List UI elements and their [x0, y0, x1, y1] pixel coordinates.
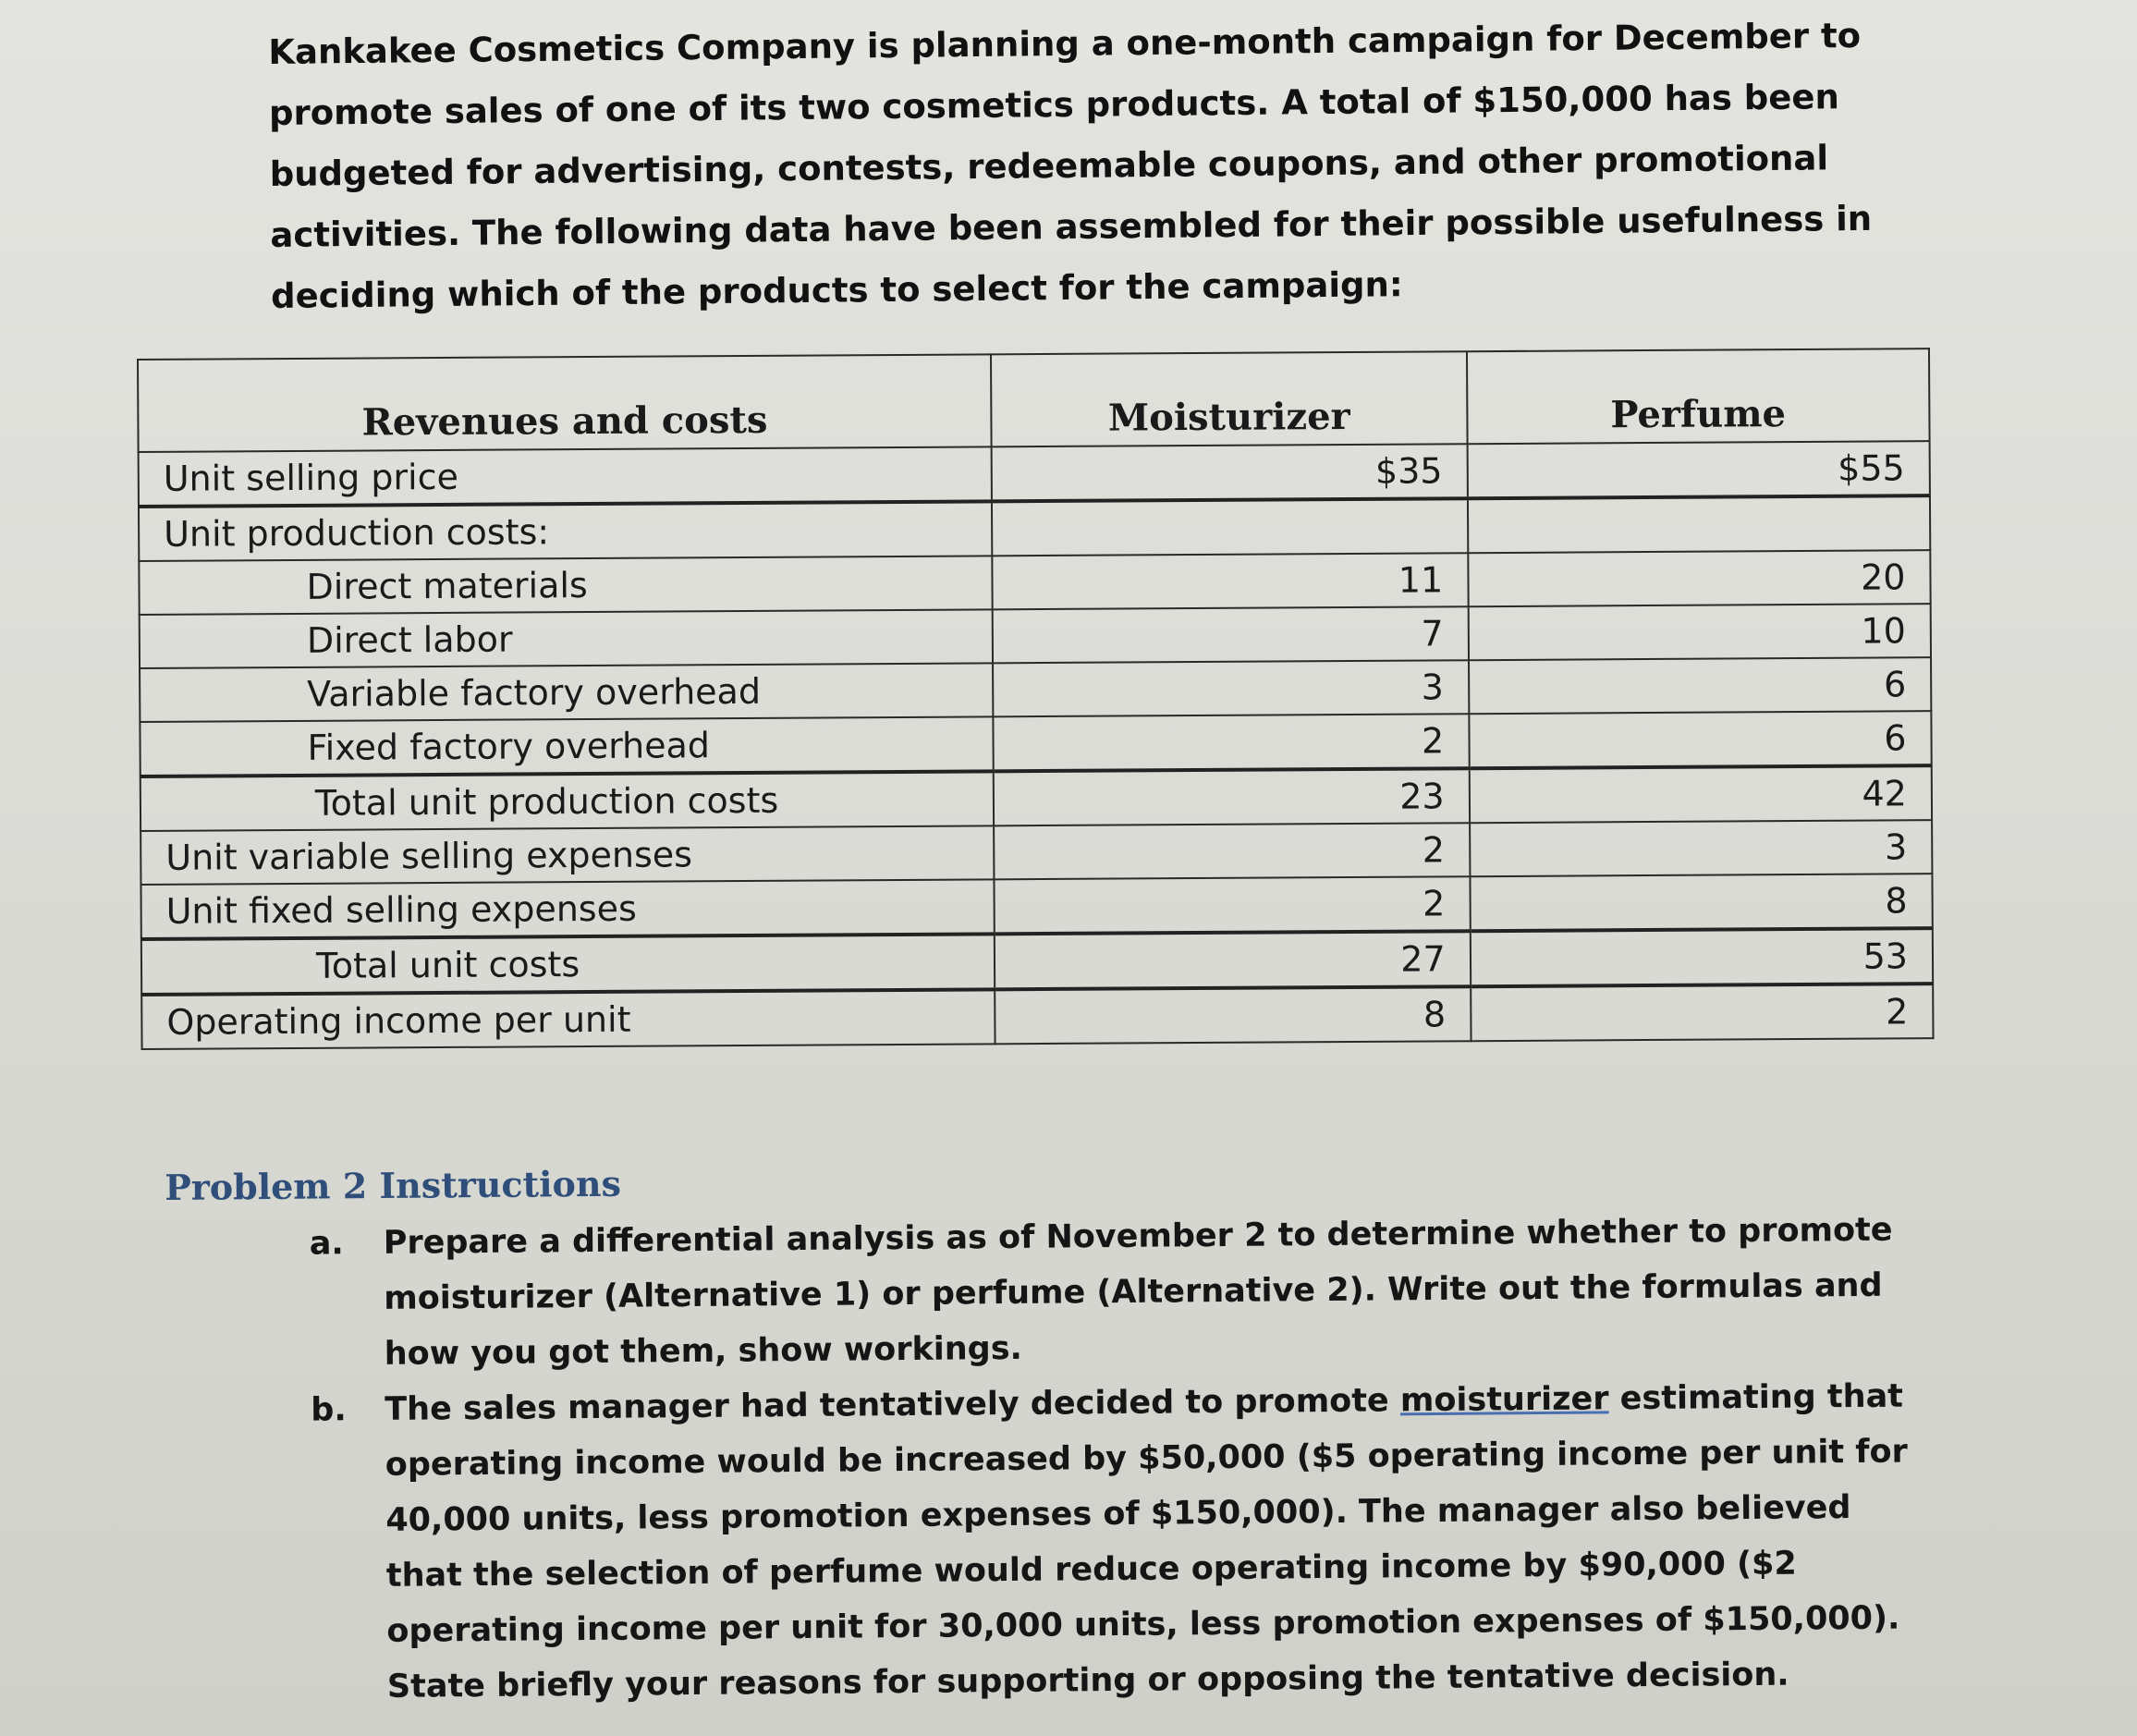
row-label: Variable factory overhead [140, 663, 993, 722]
perfume-value: 6 [1469, 711, 1932, 768]
intro-paragraph: Kankakee Cosmetics Company is planning a one-month campaign for December to promote sales of one of its two cosmetics products. A total of $150,000 has been budgeted for advertising, contests, redeemable coupons, and other promotional activities. The following data have been assembled for their possible usefulness in deciding which of the products to select for the campaign: [268, 15, 1873, 316]
perfume-value: 53 [1471, 928, 1934, 986]
perfume-value: 3 [1470, 820, 1933, 876]
moisturizer-value: 11 [992, 553, 1468, 609]
revenue-cost-table-wrapper [137, 348, 1935, 1050]
row-label: Direct materials [139, 556, 992, 615]
instructions-title: Problem 2 Instructions [165, 1162, 622, 1208]
perfume-value: 6 [1469, 657, 1932, 714]
instruction-letter: a. [309, 1225, 344, 1263]
perfume-value: 42 [1469, 765, 1932, 823]
instruction-item-b [166, 1368, 1944, 1717]
header-perfume: Perfume [1467, 348, 1930, 444]
perfume-value: 10 [1468, 604, 1931, 660]
perfume-value [1468, 495, 1931, 553]
header-revenues-and-costs: Revenues and costs [138, 354, 992, 452]
moisturizer-value: $35 [992, 444, 1468, 501]
table-row [141, 984, 1933, 1049]
moisturizer-value: 2 [995, 876, 1471, 934]
moisturizer-value [992, 498, 1468, 556]
row-label: Fixed factory overhead [140, 716, 993, 776]
instruction-text-part: estimating that operating income would be increased by $50,000 ($5 operating income per unit for 40,000 units, less promotion expenses of $150,000). The manager also believed that the selection of perfume would reduce operating income by $90,000 ($2 operating income per unit for 30,000 units, less promotion expenses of $150,000). State briefly your reasons for supporting or opposing the tentative decision. [385, 1377, 1909, 1705]
moisturizer-value: 2 [994, 823, 1470, 879]
perfume-value: 2 [1471, 984, 1934, 1041]
instruction-item-a [165, 1202, 1940, 1384]
row-label: Total unit production costs [140, 771, 994, 831]
row-label: Unit fixed selling expenses [140, 879, 994, 939]
instruction-text-part: The sales manager had tentatively decided to promote [385, 1382, 1401, 1428]
perfume-value: 8 [1470, 874, 1933, 931]
moisturizer-value: 7 [993, 606, 1469, 663]
instruction-letter: b. [311, 1391, 347, 1429]
instruction-text: Prepare a differential analysis as of November 2 to determine whether to promote moisturizer (Alternative 1) or perfume (Alternative 2). Write out the formulas and how you got them, show workings. [383, 1211, 1893, 1373]
underlined-word-moisturizer: moisturizer [1399, 1380, 1609, 1420]
header-moisturizer: Moisturizer [991, 351, 1467, 446]
row-label: Total unit costs [141, 934, 995, 995]
moisturizer-value: 8 [995, 986, 1471, 1044]
row-label: Unit production costs: [139, 501, 992, 561]
perfume-value: 20 [1468, 550, 1931, 606]
perfume-value: $55 [1467, 441, 1930, 498]
revenue-cost-table [137, 348, 1935, 1050]
moisturizer-value: 3 [993, 660, 1469, 716]
moisturizer-value: 2 [993, 714, 1469, 771]
row-label: Operating income per unit [141, 989, 995, 1049]
row-label: Direct labor [140, 609, 993, 668]
instructions-section [165, 1151, 1944, 1717]
instruction-text [385, 1368, 1922, 1714]
moisturizer-value: 23 [994, 768, 1470, 825]
moisturizer-value: 27 [995, 931, 1471, 989]
table-header-row [138, 348, 1930, 452]
row-label: Unit selling price [139, 446, 992, 507]
row-label: Unit variable selling expenses [140, 825, 994, 885]
